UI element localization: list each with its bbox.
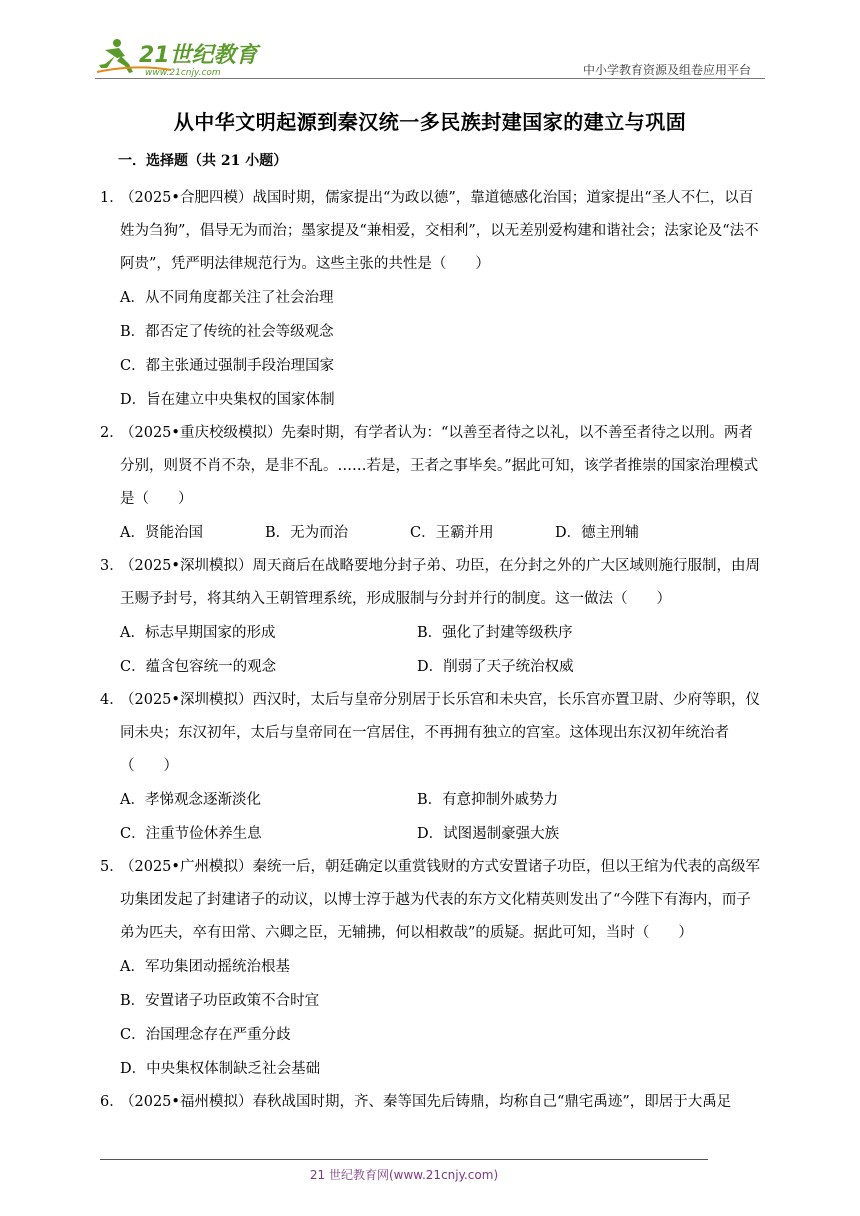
option-d[interactable]: D．德主刑辅	[555, 525, 640, 541]
footer-text: 21 世纪教育网(www.21cnjy.com)	[309, 1168, 499, 1182]
option-b[interactable]: B．有意抑制外戚势力	[417, 792, 559, 808]
option-d[interactable]: D．旨在建立中央集权的国家体制	[120, 392, 335, 408]
question-4	[100, 684, 765, 851]
question-stem: （2025•广州模拟）秦统一后，朝廷确定以重赏钱财的方式安置诸子功臣，但以王绾为代表的高级军功集团发起了封建诸子的动议，以博士淳于越为代表的东方文化精英则发出了“今陛下有海内，而子弟为匹夫，卒有田常、六卿之臣，无辅拂，何以相救哉”的质疑。据此可知，当时（ ）	[120, 859, 760, 941]
logo-url: www.21cnjy.com	[145, 68, 221, 78]
option-c[interactable]: C．蕴含包容统一的观念	[120, 659, 277, 675]
question-2	[100, 417, 765, 550]
option-b[interactable]: B．都否定了传统的社会等级观念	[120, 324, 334, 340]
question-5	[100, 851, 765, 1086]
question-stem: （2025•福州模拟）春秋战国时期，齐、秦等国先后铸鼎，均称自己“鼎宅禹迹”，即居于大禹足	[120, 1094, 732, 1110]
question-3	[100, 550, 765, 684]
footer-divider	[100, 1159, 708, 1160]
question-stem: （2025•深圳模拟）西汉时，太后与皇帝分别居于长乐宫和未央宫，长乐宫亦置卫尉、少府等职，仪同未央；东汉初年，太后与皇帝同在一宫居住，不再拥有独立的宫室。这体现出东汉初年统治者（ ）	[120, 692, 760, 774]
page-header	[95, 34, 765, 80]
question-number: 1．	[100, 190, 124, 206]
document-title: 从中华文明起源到秦汉统一多民族封建国家的建立与巩固	[173, 110, 687, 134]
option-d[interactable]: D．中央集权体制缺乏社会基础	[120, 1061, 321, 1077]
logo-text: 21世纪教育	[139, 43, 258, 68]
question-1	[100, 182, 765, 417]
option-c[interactable]: C．注重节俭休养生息	[120, 826, 262, 842]
question-stem: （2025•深圳模拟）周天商后在战略要地分封子弟、功臣，在分封之外的广大区域则施行服制，由周王赐予封号，将其纳入王朝管理系统，形成服制与分封并行的制度。这一做法（ ）	[120, 558, 760, 607]
question-number: 4．	[100, 692, 124, 708]
option-c[interactable]: C．治国理念存在严重分歧	[120, 1027, 291, 1043]
logo-21cnjy	[95, 34, 265, 80]
question-list	[100, 182, 765, 1119]
question-number: 6．	[100, 1094, 124, 1110]
platform-name: 中小学教育资源及组卷应用平台	[582, 63, 751, 77]
option-a[interactable]: A．孝悌观念逐渐淡化	[120, 792, 261, 808]
option-b[interactable]: B．无为而治	[265, 525, 349, 541]
header-divider	[95, 78, 765, 79]
question-number: 3．	[100, 558, 124, 574]
option-a[interactable]: A．从不同角度都关注了社会治理	[120, 290, 334, 306]
question-number: 5．	[100, 859, 124, 875]
option-d[interactable]: D．试图遏制豪强大族	[417, 826, 560, 842]
question-6	[100, 1086, 765, 1119]
option-c[interactable]: C．王霸并用	[410, 525, 494, 541]
option-b[interactable]: B．强化了封建等级秩序	[417, 625, 573, 641]
question-stem: （2025•重庆校级模拟）先秦时期，有学者认为：“以善至者待之以礼，以不善至者待之以刑。两者分别，则贤不肖不杂，是非不乱。……若是，王者之事毕矣。”据此可知，该学者推崇的国家治理模式是（ ）	[120, 425, 759, 507]
section-heading: 一．选择题（共 21 小题）	[118, 153, 288, 169]
question-stem: （2025•合肥四模）战国时期，儒家提出“为政以德”，靠道德感化治国；道家提出“圣人不仁，以百姓为刍狗”，倡导无为而治；墨家提及“兼相爱，交相利”，以无差别爱构建和谐社会；法家论及“法不阿贵”，凭严明法律规范行为。这些主张的共性是（ ）	[120, 190, 759, 272]
option-a[interactable]: A．标志早期国家的形成	[120, 625, 276, 641]
option-a[interactable]: A．军功集团动摇统治根基	[120, 959, 290, 975]
option-c[interactable]: C．都主张通过强制手段治理国家	[120, 358, 335, 374]
option-a[interactable]: A．贤能治国	[120, 525, 203, 541]
option-b[interactable]: B．安置诸子功臣政策不合时宜	[120, 993, 320, 1009]
question-number: 2．	[100, 425, 124, 441]
option-d[interactable]: D．削弱了天子统治权威	[417, 659, 574, 675]
